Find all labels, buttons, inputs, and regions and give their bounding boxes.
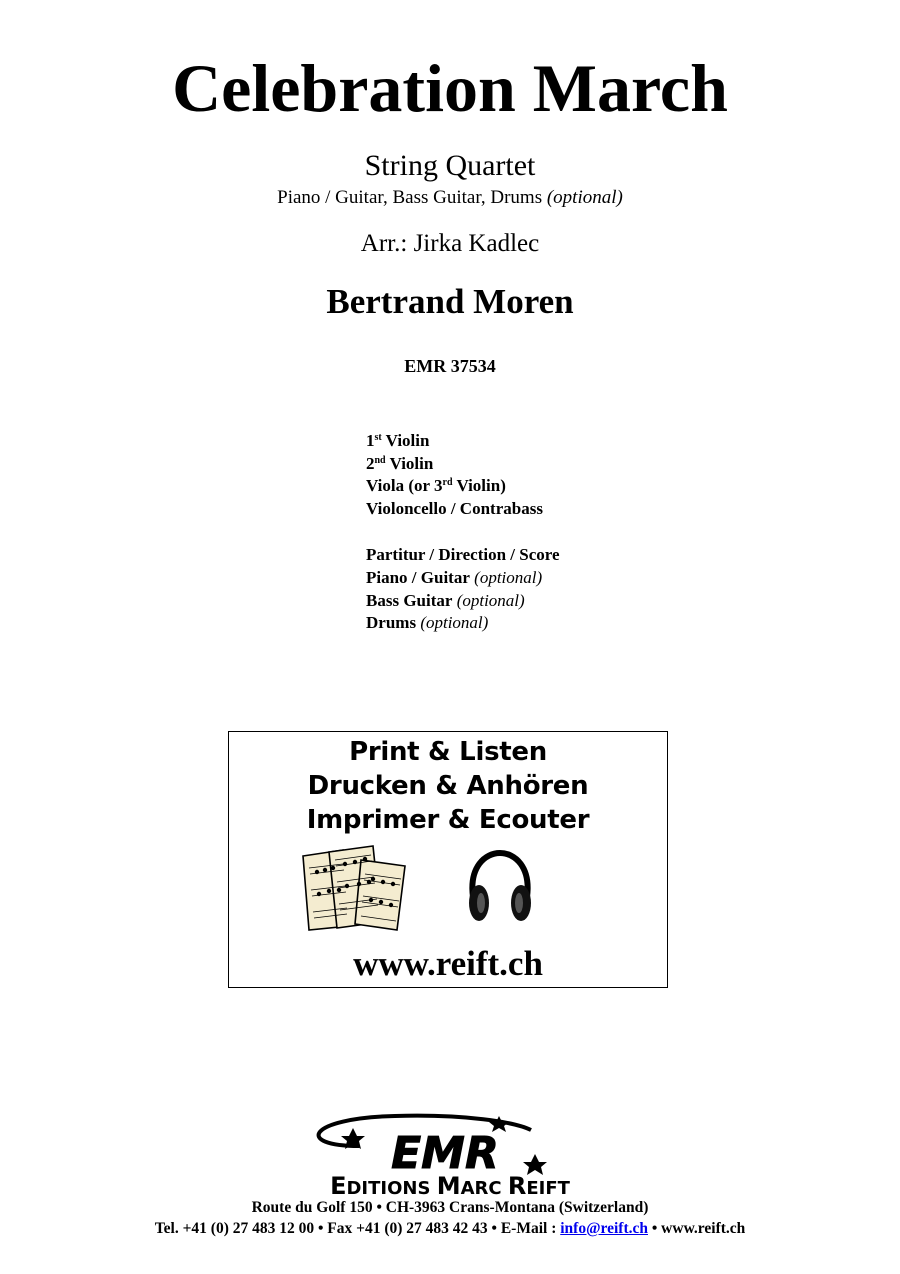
part-item: 2nd Violin	[366, 453, 434, 473]
instrumentation-main: Piano / Guitar, Bass Guitar, Drums	[277, 187, 543, 208]
part-item: Violoncello / Contrabass	[366, 498, 543, 518]
logo-mark: EMR	[391, 1128, 499, 1179]
part-item: Partitur / Direction / Score	[366, 545, 560, 565]
catalog-number: EMR 37534	[404, 356, 496, 376]
promo-line-en: Print & Listen	[349, 737, 547, 767]
part-item: Viola (or 3rd Violin)	[366, 476, 506, 496]
publisher-contact	[0, 1219, 900, 1239]
promo-website-link[interactable]: www.reift.ch	[353, 944, 543, 983]
promo-line-fr: Imprimer & Ecouter	[306, 805, 590, 835]
part-item: Drums (optional)	[366, 613, 489, 633]
email-link[interactable]: info@reift.ch	[560, 1220, 648, 1237]
contact-phone-fax: Tel. +41 (0) 27 483 12 00 • Fax +41 (0) 27 483 42 43 • E-Mail :	[154, 1220, 561, 1237]
sheet-music-icon	[299, 844, 411, 932]
emr-logo	[255, 1112, 645, 1196]
instrumentation-line	[0, 186, 900, 210]
publisher-name: EDITIONS MARC REIFT	[330, 1172, 570, 1196]
part-item: Bass Guitar (optional)	[366, 590, 525, 610]
promo-line-de: Drucken & Anhören	[307, 771, 589, 801]
headphones-icon	[465, 849, 535, 925]
publisher-address: Route du Golf 150 • CH-3963 Crans-Montana (Switzerland)	[251, 1199, 649, 1216]
ensemble-subtitle: String Quartet	[364, 149, 536, 182]
arranger-credit: Arr.: Jirka Kadlec	[360, 230, 540, 257]
score-title: Celebration March	[172, 50, 728, 126]
part-item: Piano / Guitar (optional)	[366, 567, 543, 587]
print-listen-box[interactable]	[228, 731, 668, 988]
instrumentation-optional: (optional)	[546, 187, 623, 208]
contact-website: • www.reift.ch	[648, 1220, 746, 1237]
composer-name: Bertrand Moren	[326, 282, 574, 321]
part-item: 1st Violin	[366, 431, 430, 450]
parts-list	[366, 430, 560, 635]
